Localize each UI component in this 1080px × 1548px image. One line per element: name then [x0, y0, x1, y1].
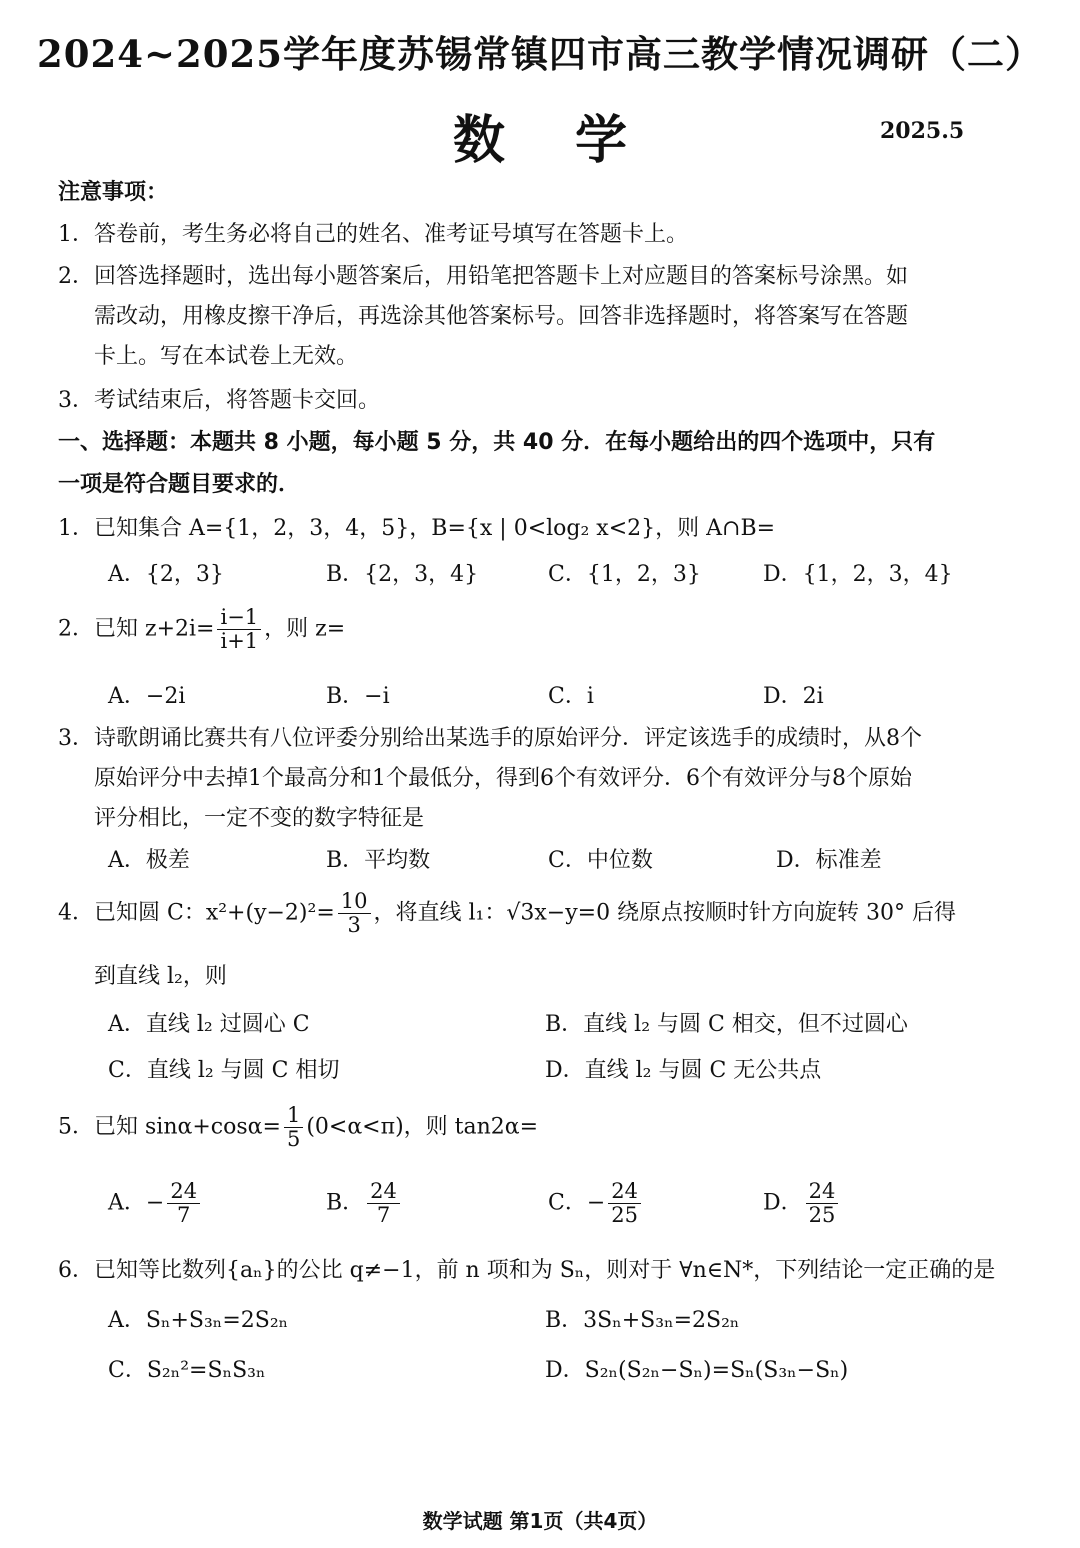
- q4-option-a: A．直线 l₂ 过圆心 C: [108, 1012, 310, 1037]
- q5-option-b-den: 7: [376, 1203, 391, 1228]
- q4-frac-den: 3: [347, 913, 361, 938]
- section-heading: 一、选择题：本题共 8 小题，每小题 5 分，共 40 分．在每小题给出的四个选项中，只有: [58, 430, 936, 455]
- q5-option-d-num: 24: [806, 1180, 839, 1204]
- q5-option-a-label: A．: [108, 1190, 146, 1216]
- q3-option-a: A．极差: [108, 848, 190, 873]
- q2-fraction: [217, 606, 261, 653]
- q3-option-b: B．平均数: [326, 848, 431, 873]
- q5-option-a-sign: −: [145, 1190, 165, 1216]
- q5-stem-suffix: (0<α<π)，则 tan2α=: [306, 1114, 539, 1140]
- notice-item-3: 3．考试结束后，将答题卡交回。: [58, 388, 380, 413]
- q1-option-a: A．{2，3}: [108, 562, 224, 587]
- q5-option-c-den: 25: [611, 1203, 639, 1228]
- q5-option-b-num: 24: [367, 1180, 400, 1204]
- q5-option-b-label: B．: [326, 1190, 365, 1216]
- question-3-stem-cont2: 评分相比，一定不变的数字特征是: [94, 806, 425, 831]
- q2-frac-den: i+1: [220, 629, 259, 654]
- notice-item-2-cont2: 卡上。写在本试卷上无效。: [94, 344, 359, 369]
- q5-option-c: [548, 1180, 644, 1227]
- q5-option-d-label: D．: [763, 1190, 803, 1216]
- exam-title: 2024~2025学年度苏锡常镇四市高三教学情况调研（二）: [37, 32, 1043, 76]
- question-2-stem: [58, 606, 345, 653]
- q5-option-a-num: 24: [167, 1180, 200, 1204]
- q5-option-a-fraction: [167, 1180, 200, 1227]
- q1-option-c: C．{1，2，3}: [548, 562, 701, 587]
- q5-fraction: [284, 1104, 303, 1151]
- q5-option-a-den: 7: [177, 1203, 191, 1228]
- question-6-stem: 6．已知等比数列{aₙ}的公比 q≠−1，前 n 项和为 Sₙ，则对于 ∀n∈N*，下列结论一定正确的是: [58, 1258, 996, 1283]
- question-1-stem: 1．已知集合 A={1，2，3，4，5}，B={x | 0<log₂ x<2}，则 A∩B=: [58, 516, 776, 541]
- notice-heading: 注意事项：: [58, 180, 169, 205]
- question-3-stem: 3．诗歌朗诵比赛共有八位评委分别给出某选手的原始评分．评定该选手的成绩时，从8个: [58, 726, 922, 751]
- q6-option-d: D．S₂ₙ(S₂ₙ−Sₙ)=Sₙ(S₃ₙ−Sₙ): [545, 1358, 849, 1383]
- page-footer: 数学试题 第1页（共4页）: [422, 1509, 658, 1533]
- q2-option-d: D．2i: [763, 684, 824, 709]
- q5-option-c-label: C．: [548, 1190, 587, 1216]
- q2-stem-prefix: 2．已知 z+2i=: [58, 616, 215, 642]
- q4-option-b: B．直线 l₂ 与圆 C 相交，但不过圆心: [545, 1012, 908, 1037]
- q5-option-a: [108, 1180, 203, 1227]
- q1-option-d: D．{1，2，3，4}: [763, 562, 953, 587]
- notice-item-1: 1．答卷前，考生务必将自己的姓名、准考证号填写在答题卡上。: [58, 222, 688, 247]
- exam-date: 2025.5: [880, 118, 965, 144]
- q2-option-a: A．−2i: [108, 684, 186, 709]
- section-heading-cont: 一项是符合题目要求的．: [58, 472, 301, 497]
- notice-item-2-cont: 需改动，用橡皮擦干净后，再选涂其他答案标号。回答非选择题时，将答案写在答题: [94, 304, 909, 329]
- q5-option-c-num: 24: [608, 1180, 641, 1204]
- q2-option-c: C．i: [548, 684, 594, 709]
- subject-title: 数学: [452, 111, 697, 171]
- q5-option-c-fraction: [608, 1180, 641, 1227]
- q5-frac-den: 5: [286, 1127, 301, 1152]
- q5-option-d-fraction: [806, 1180, 839, 1227]
- q4-option-d: D．直线 l₂ 与圆 C 无公共点: [545, 1058, 822, 1083]
- q4-stem-suffix: ，将直线 l₁：√3x−y=0 绕原点按顺时针方向旋转 30° 后得: [373, 900, 957, 926]
- q3-option-d: D．标准差: [776, 848, 882, 873]
- q6-option-a: A．Sₙ+S₃ₙ=2S₂ₙ: [108, 1308, 289, 1333]
- question-3-stem-cont: 原始评分中去掉1个最高分和1个最低分，得到6个有效评分．6个有效评分与8个原始: [94, 766, 912, 791]
- notice-item-2: 2．回答选择题时，选出每小题答案后，用铅笔把答题卡上对应题目的答案标号涂黑。如: [58, 264, 908, 289]
- q5-option-b: [326, 1180, 403, 1227]
- q4-frac-num: 10: [338, 890, 371, 914]
- q5-option-b-fraction: [367, 1180, 400, 1227]
- q6-option-b: B．3Sₙ+S₃ₙ=2S₂ₙ: [545, 1308, 740, 1333]
- question-4-stem-cont: 到直线 l₂，则: [94, 964, 227, 989]
- q4-fraction: [338, 890, 371, 937]
- q2-frac-num: i−1: [217, 606, 261, 630]
- q5-stem-prefix: 5．已知 sinα+cosα=: [58, 1114, 281, 1140]
- q2-stem-suffix: ，则 z=: [264, 616, 346, 642]
- q5-option-d-den: 25: [808, 1203, 836, 1228]
- q3-option-c: C．中位数: [548, 848, 653, 873]
- q4-stem-prefix: 4．已知圆 C：x²+(y−2)²=: [58, 900, 335, 926]
- q5-option-c-sign: −: [586, 1190, 606, 1216]
- q5-frac-num: 1: [284, 1104, 303, 1128]
- q6-option-c: C．S₂ₙ²=SₙS₃ₙ: [108, 1358, 266, 1383]
- q1-option-b: B．{2，3，4}: [326, 562, 479, 587]
- q4-option-c: C．直线 l₂ 与圆 C 相切: [108, 1058, 340, 1083]
- question-4-stem: [58, 890, 956, 937]
- q5-option-d: [763, 1180, 841, 1227]
- question-5-stem: [58, 1104, 538, 1151]
- q2-option-b: B．−i: [326, 684, 390, 709]
